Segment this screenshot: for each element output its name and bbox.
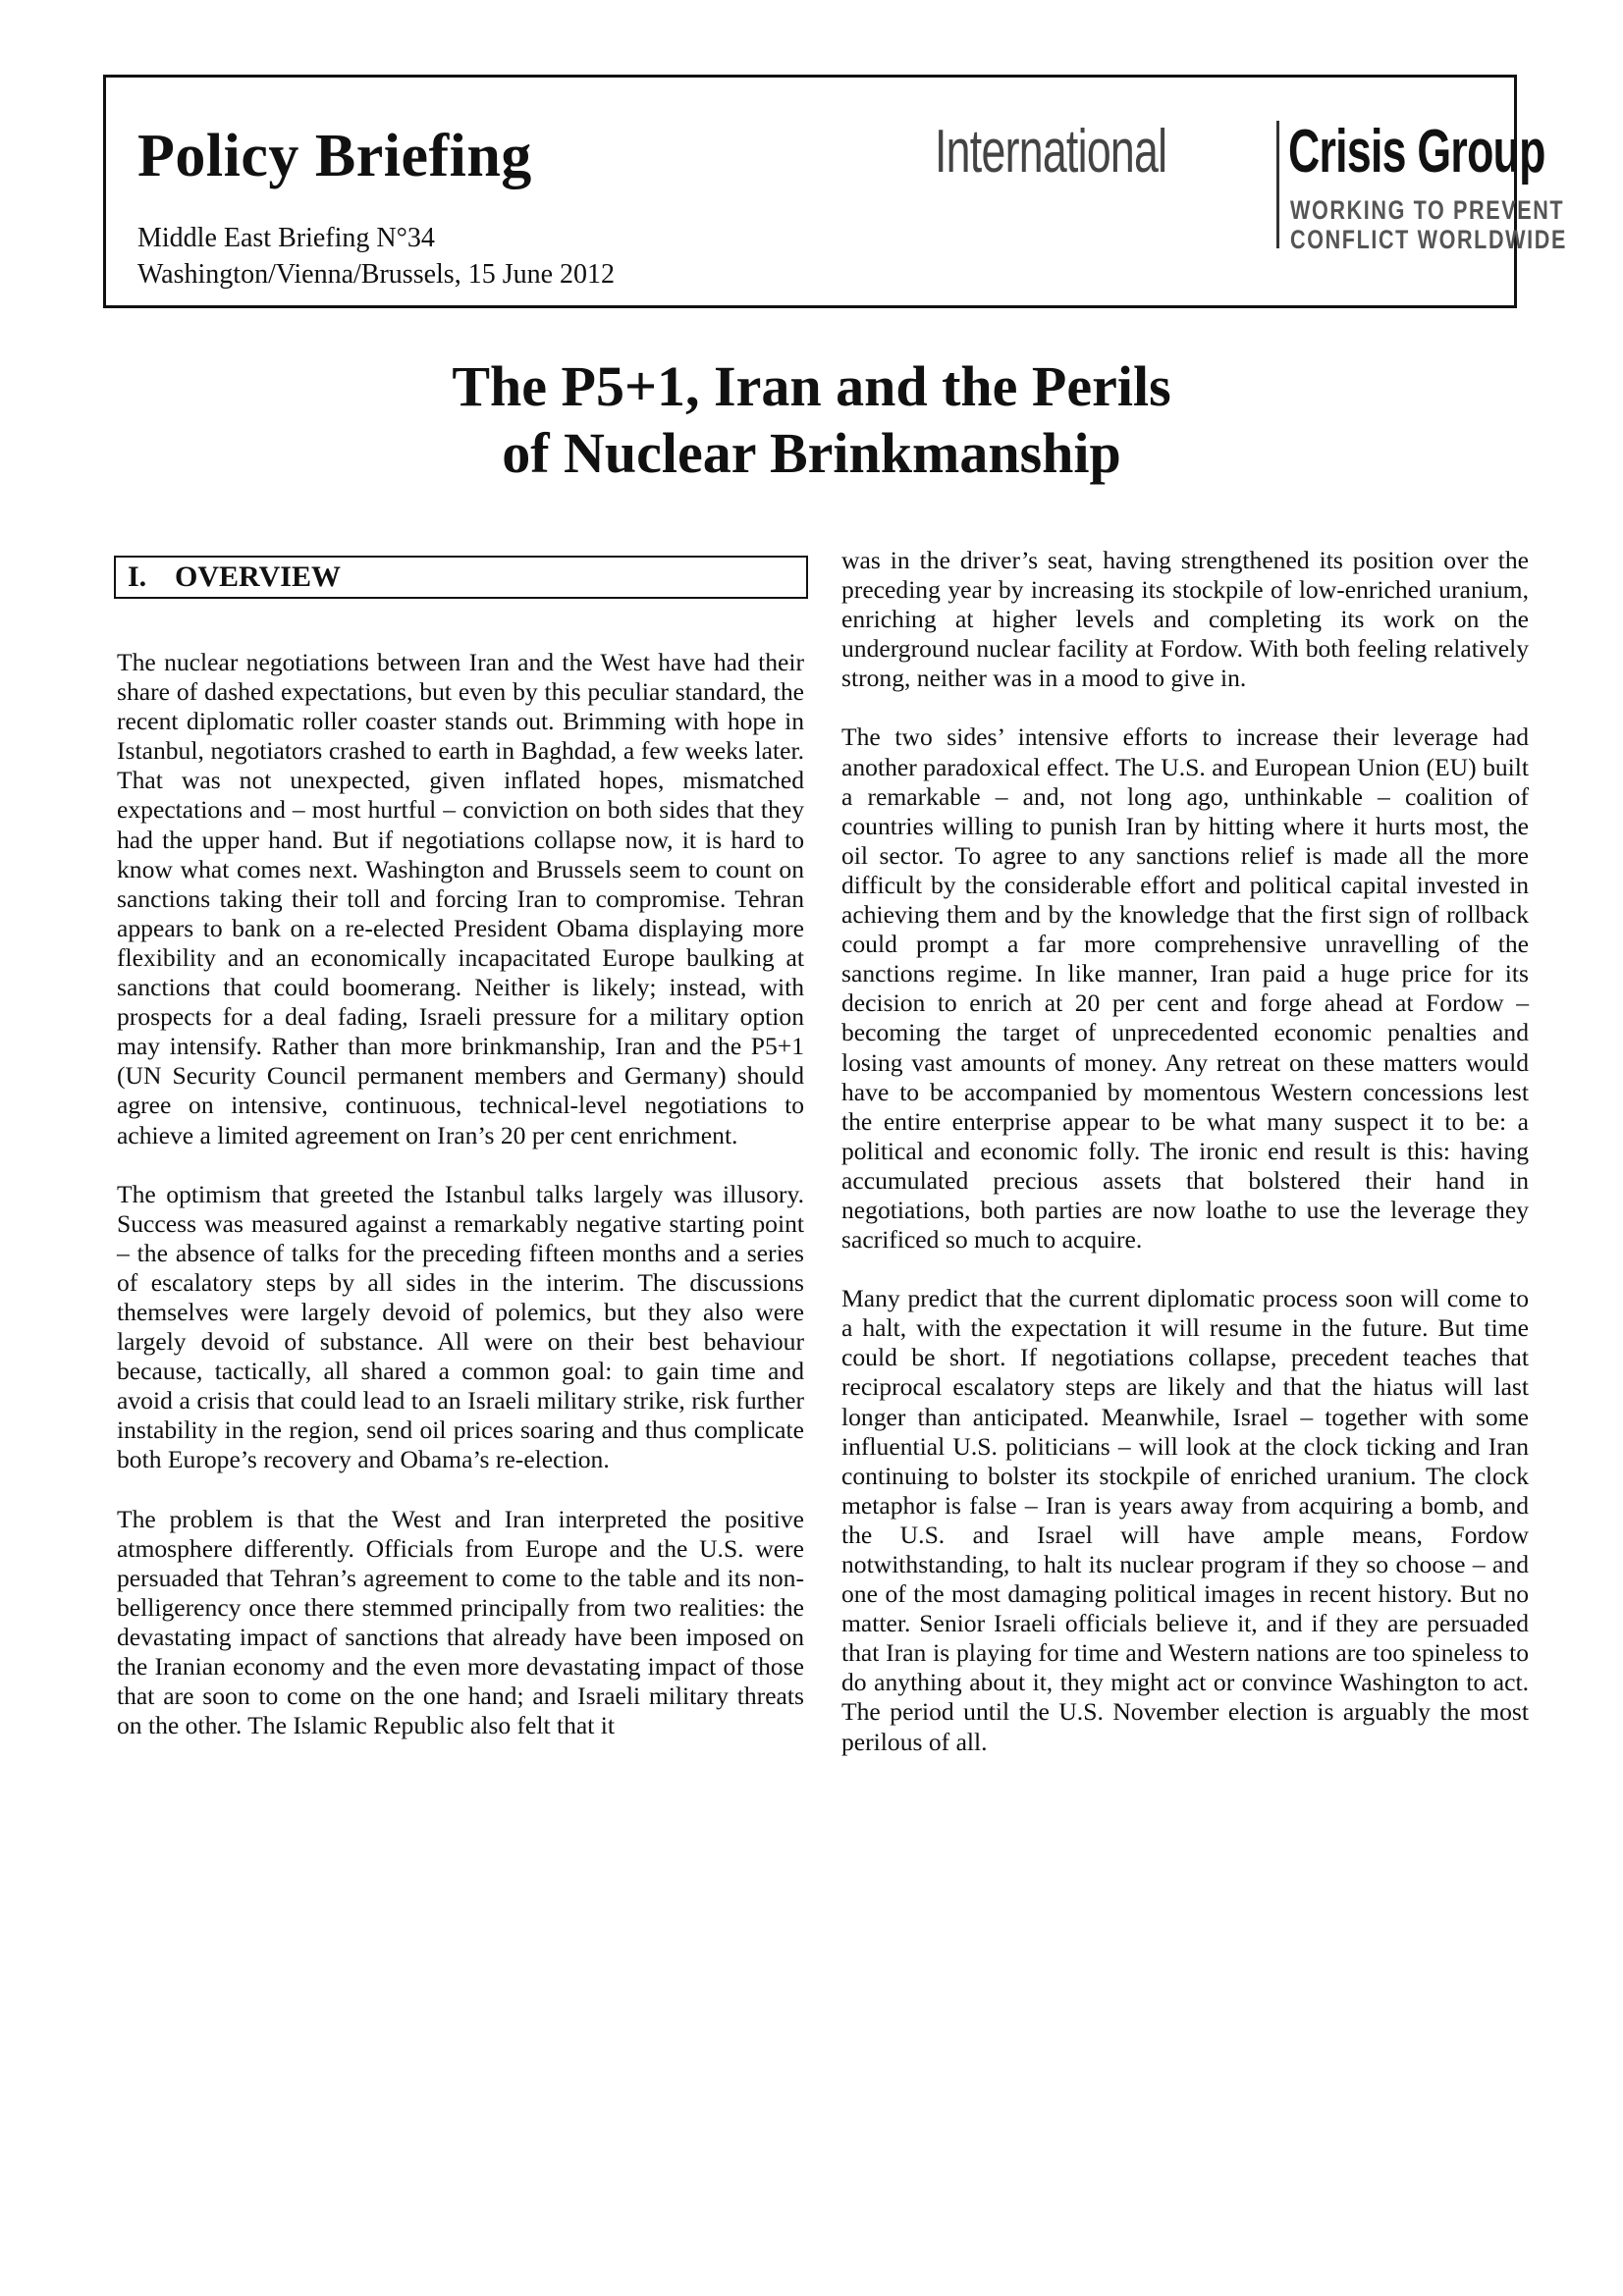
header-box: [103, 75, 1567, 308]
logo-crisis-group: Crisis Group: [1288, 118, 1545, 186]
paragraph: The nuclear negotiations between Iran and the West have had their share of dashed expectations, but even by this peculiar standard, the recent diplomatic roller coaster stands out. Brimming with hope in Istanbul, negotiators crashed to earth in Baghdad, a few weeks later. That was not unexpected, given inflated hopes, mismatched expectations and – most hurtful – conviction on both sides that they had the upper hand. But if negotiations collapse now, it is hard to know what comes next. Washington and Brussels seem to count on sanctions taking their toll and forcing Iran to compromise. Tehran appears to bank on a re-elected President Obama displaying more flexibility and an economically incapacitated Europe baulking at sanctions that could boomerang. Neither is likely; instead, with prospects for a deal fading, Israeli pressure for a military option may intensify. Rather than more brinkmanship, Iran and the P5+1 (UN Security Council permanent members and Germany) should agree on intensive, continuous, technical-level negotiations to achieve a limited agreement on Iran’s 20 per cent enrichment.: [117, 648, 804, 1149]
paragraph: The optimism that greeted the Istanbul talks largely was illusory. Success was measured against a remarkably negative starting point – the absence of talks for the preceding fifteen months and a series of escalatory steps by all sides in the interim. The discussions themselves were largely devoid of polemics, but they also were largely devoid of substance. All were on their best behaviour because, tactically, all shared a common goal: to gain time and avoid a crisis that could lead to an Israeli military strike, risk further instability in the region, send oil prices soaring and thus complicate both Europe’s recovery and Obama’s re-election.: [117, 1179, 804, 1474]
paragraph: The two sides’ intensive efforts to increase their leverage had another paradoxical effect. The U.S. and European Union (EU) built a remarkable – and, not long ago, unthinkable – coalition of countries willing to punish Iran by hitting where it hurts most, the oil sector. To agree to any sanctions relief is made all the more difficult by the considerable effort and political capital invested in achieving them and by the knowledge that the first sign of rollback could prompt a far more comprehensive unravelling of the sanctions regime. In like manner, Iran paid a huge price for its decision to enrich at 20 per cent and forge ahead at Fordow – becoming the target of unprecedented economic penalties and losing vast amounts of money. Any retreat on these matters would have to be accompanied by momentous Western concessions lest the entire enterprise appear to be what many suspect it to be: a political and economic folly. The ironic end result is this: having accumulated precious assets that bolstered their hand in negotiations, both parties are now loathe to use the leverage they sacrificed so much to acquire.: [841, 722, 1529, 1255]
left-column: [117, 550, 804, 1770]
document-type: Policy Briefing: [137, 123, 532, 189]
paragraph: The problem is that the West and Iran interpreted the positive atmosphere differently. Officials from Europe and the U.S. were persuaded that Tehran’s agreement to come to the table and its non-belligerency once there stemmed principally from two realities: the devastating impact of sanctions that already have been imposed on the Iranian economy and the even more devastating impact of those that are soon to come on the one hand; and Israeli military threats on the other. The Islamic Republic also felt that it: [117, 1504, 804, 1740]
paragraph: Many predict that the current diplomatic process soon will come to a halt, with the expectation it will resume in the future. But time could be short. If negotiations collapse, precedent teaches that reciprocal escalatory steps are likely and that the hiatus will last longer than anticipated. Meanwhile, Israel – together with some influential U.S. politicians – will look at the clock ticking and Iran continuing to bolster its stockpile of enriched uranium. The clock metaphor is false – Iran is years away from acquiring a bomb, and the U.S. and Israel will have ample means, Fordow notwithstanding, to halt its nuclear program if they so choose – and one of the most damaging political images in recent history. But no matter. Senior Israeli officials believe it, and if they are persuaded that Iran is playing for time and Western nations are too spineless to do anything about it, they might act or convince Washington to act. The period until the U.S. November election is arguably the most perilous of all.: [841, 1284, 1529, 1756]
section-number: I.: [128, 561, 147, 593]
section-title: OVERVIEW: [175, 561, 341, 593]
section-heading: [114, 556, 808, 599]
briefing-series: Middle East Briefing N°34: [137, 223, 435, 253]
logo-tagline-line2: CONFLICT WORLDWIDE: [1290, 225, 1567, 254]
crisis-group-logo: [935, 117, 1567, 254]
logo-tagline-line1: WORKING TO PREVENT: [1290, 195, 1565, 225]
briefing-meta: [137, 220, 615, 293]
right-column: [841, 546, 1529, 1787]
logo-international: International: [935, 118, 1167, 186]
title-line-2: of Nuclear Brinkmanship: [502, 421, 1121, 485]
title-line-1: The P5+1, Iran and the Perils: [452, 354, 1171, 418]
document-title: [0, 353, 1623, 487]
logo-divider: [1276, 121, 1279, 248]
logo-tagline: [1290, 195, 1567, 254]
briefing-place-date: Washington/Vienna/Brussels, 15 June 2012: [137, 259, 616, 290]
paragraph: was in the driver’s seat, having strengthened its position over the preceding year by increasing its stockpile of low-enriched uranium, enriching at higher levels and completing its work on the underground nuclear facility at Fordow. With both feeling relatively strong, neither was in a mood to give in.: [841, 546, 1529, 693]
